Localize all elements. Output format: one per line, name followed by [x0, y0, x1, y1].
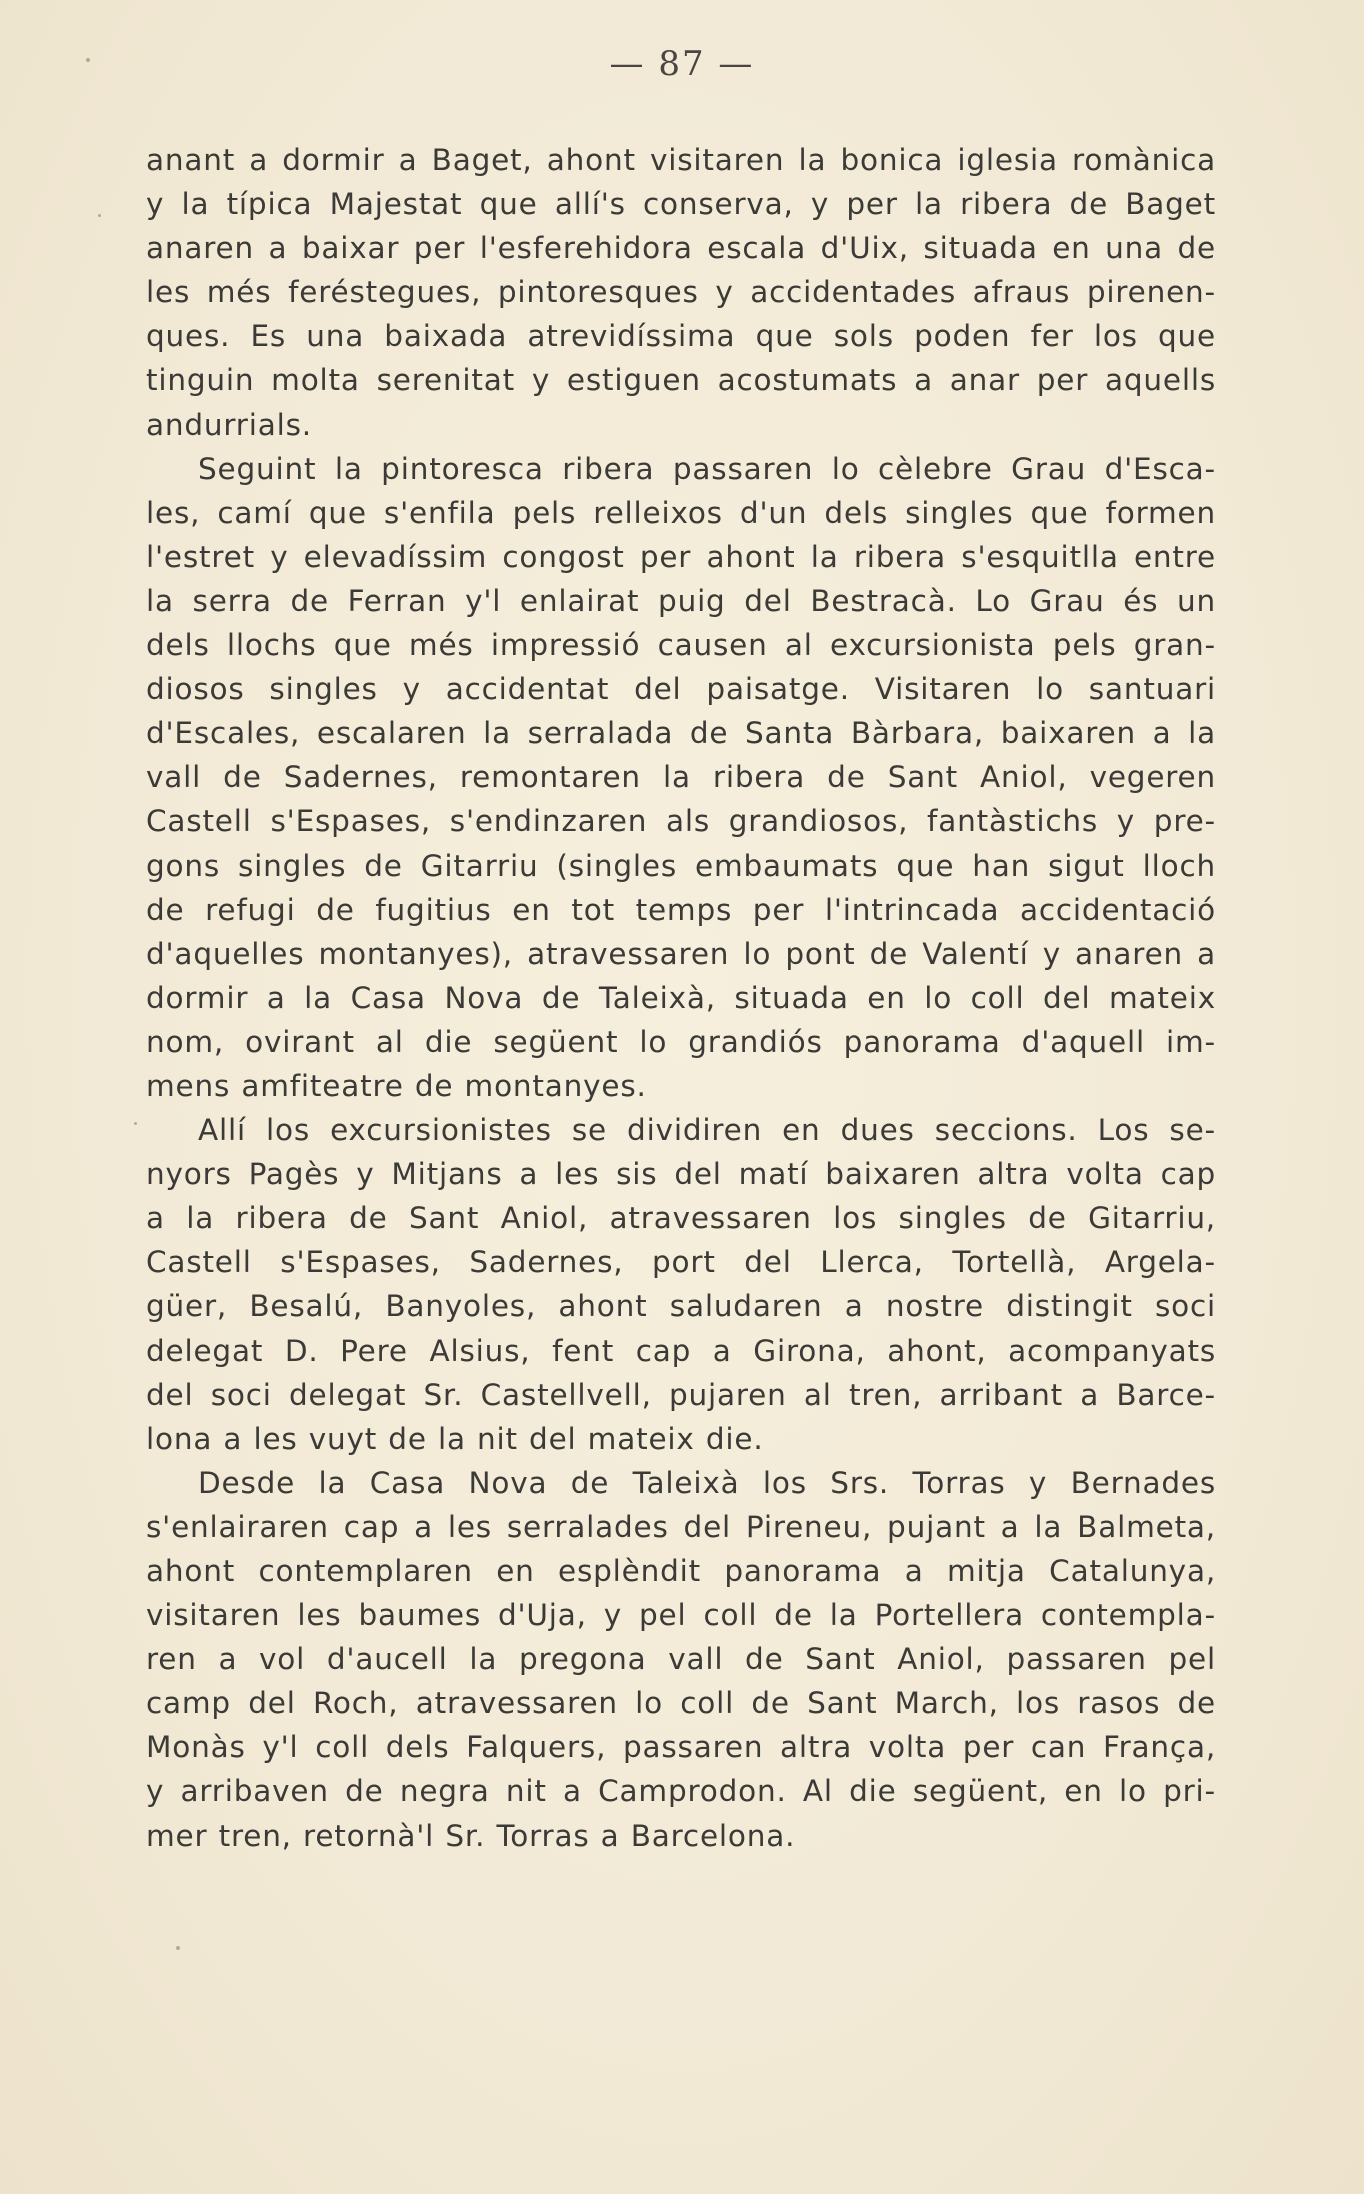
text-line: tinguin molta serenitat y estiguen acostumats a anar per aquells — [146, 363, 1216, 398]
paper-speck — [98, 214, 101, 217]
paragraph-first-line: Allí los excursionistes se dividiren en dues seccions. Los se- — [198, 1113, 1216, 1148]
text-line: Castell s'Espases, s'endinzaren als grandiosos, fantàstichs y pre- — [146, 804, 1216, 839]
text-line: ren a vol d'aucell la pregona vall de Sant Aniol, passaren pel — [146, 1642, 1216, 1677]
text-line: camp del Roch, atravessaren lo coll de Sant March, los rasos de — [146, 1686, 1216, 1721]
paper-speck — [134, 1122, 137, 1125]
text-line: la serra de Ferran y'l enlairat puig del Bestracà. Lo Grau és un — [146, 583, 1216, 618]
text-line: delegat D. Pere Alsius, fent cap a Girona, ahont, acompanyats — [146, 1333, 1216, 1368]
text-line: ques. Es una baixada atrevidíssima que sols poden fer los que — [146, 319, 1216, 354]
text-line: les més feréstegues, pintoresques y accidentades afraus pirenen- — [146, 275, 1216, 310]
text-line: anant a dormir a Baget, ahont visitaren la bonica iglesia romànica — [146, 143, 1216, 177]
paper-speck — [176, 1946, 180, 1950]
paper-speck — [86, 58, 90, 62]
text-line: anaren a baixar per l'esferehidora escala d'Uix, situada en una de — [146, 231, 1216, 266]
text-line: l'estret y elevadíssim congost per ahont la ribera s'esquitlla entre — [146, 539, 1216, 574]
text-line: les, camí que s'enfila pels relleixos d'un dels singles que formen — [146, 495, 1216, 530]
text-line: nyors Pagès y Mitjans a les sis del matí baixaren altra volta cap — [146, 1157, 1216, 1192]
text-line: de refugi de fugitius en tot temps per l'intrincada accidentació — [146, 892, 1216, 927]
text-line: y arribaven de negra nit a Camprodon. Al die següent, en lo pri- — [146, 1774, 1216, 1809]
text-line: visitaren les baumes d'Uja, y pel coll de la Portellera contempla- — [146, 1598, 1216, 1633]
text-line: dormir a la Casa Nova de Taleixà, situada en lo coll del mateix — [146, 980, 1216, 1015]
text-line: vall de Sadernes, remontaren la ribera de Sant Aniol, vegeren — [146, 760, 1216, 795]
text-line: d'aquelles montanyes), atravessaren lo pont de Valentí y anaren a — [146, 936, 1216, 971]
text-line: diosos singles y accidentat del paisatge. Visitaren lo santuari — [146, 672, 1216, 707]
body-text — [146, 138, 1216, 1858]
text-line: andurrials. — [146, 407, 312, 442]
text-line: mer tren, retornà'l Sr. Torras a Barcelona. — [146, 1818, 796, 1853]
text-line: s'enlairaren cap a les serralades del Pireneu, pujant a la Balmeta, — [146, 1509, 1216, 1544]
text-line: güer, Besalú, Banyoles, ahont saludaren a nostre distingit soci — [146, 1289, 1216, 1324]
text-line: a la ribera de Sant Aniol, atravessaren los singles de Gitarriu, — [146, 1201, 1216, 1236]
text-line: y la típica Majestat que allí's conserva, y per la ribera de Baget — [146, 187, 1216, 222]
text-line: dels llochs que més impressió causen al excursionista pels gran- — [146, 628, 1216, 663]
text-line: del soci delegat Sr. Castellvell, pujaren al tren, arribant a Barce- — [146, 1377, 1216, 1412]
text-line: Monàs y'l coll dels Falquers, passaren altra volta per can França, — [146, 1730, 1216, 1765]
paragraph-first-line: Desde la Casa Nova de Taleixà los Srs. Torras y Bernades — [198, 1465, 1216, 1500]
page-number: — 87 — — [609, 44, 755, 84]
paragraph-first-line: Seguint la pintoresca ribera passaren lo cèlebre Grau d'Esca- — [198, 451, 1216, 486]
text-line: nom, ovirant al die següent lo grandiós panorama d'aquell im- — [146, 1024, 1216, 1059]
text-line: d'Escales, escalaren la serralada de Santa Bàrbara, baixaren a la — [146, 716, 1216, 751]
text-line: ahont contemplaren en esplèndit panorama a mitja Catalunya, — [146, 1554, 1216, 1588]
text-line: mens amfiteatre de montanyes. — [146, 1068, 647, 1103]
text-line: lona a les vuyt de la nit del mateix die. — [146, 1421, 764, 1456]
text-line: gons singles de Gitarriu (singles embaumats que han sigut lloch — [146, 848, 1216, 883]
text-line: Castell s'Espases, Sadernes, port del Llerca, Tortellà, Argela- — [146, 1245, 1216, 1280]
